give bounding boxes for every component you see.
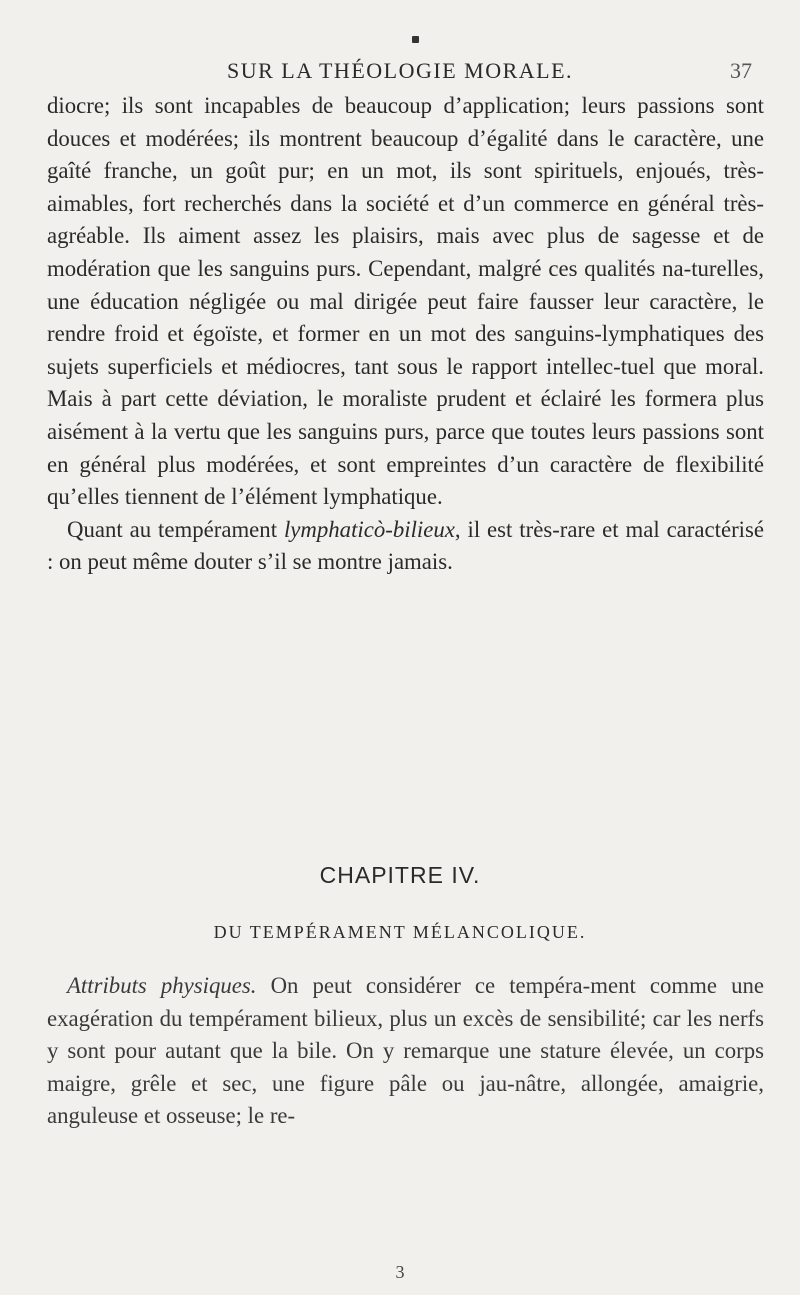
chapter-title: CHAPITRE IV. xyxy=(319,862,481,888)
paragraph-lymphatico-bilieux xyxy=(47,514,764,579)
ink-dot xyxy=(412,36,419,43)
italic-term: lymphaticò-bilieux xyxy=(283,516,455,542)
italic-heading: Attributs physiques. xyxy=(67,973,257,998)
paragraph-attributs xyxy=(47,970,764,1133)
paragraph-text: On peut considérer ce tempéra-ment comme une exagération du tempérament bilieux, plus un excès de sensibilité; car les nerfs y sont pour autant que la bile. On y remarque une stature élevée, un corps maigre, grêle et sec, une figure pâle ou jau-nâtre, allongée, amaigrie, anguleuse et osseuse; le re- xyxy=(47,973,765,1129)
paragraph-continued: diocre; ils sont incapables de beaucoup d’application; leurs passions sont douces et modérées; ils montrent beaucoup d’égalité dans le caractère, une gaîté franche, un goût pur; en un mot, ils sont spirituels, enjoués, très-aimables, fort recherchés dans la société et d’un commerce en général très-agréable. Ils aiment assez les plaisirs, mais avec plus de sagesse et de modération que les sanguins purs. Cependant, malgré ces qualités na-turelles, une éducation négligée ou mal dirigée peut faire fausser leur caractère, le rendre froid et égoïste, et former en un mot des sanguins-lymphatiques des sujets superficiels et médiocres, tant sous le rapport intellec-tuel que moral. Mais à part cette déviation, le moraliste prudent et éclairé les formera plus aisément à la vertu que les sanguins purs, parce que toutes leurs passions sont en général plus modérées, et sont empreintes d’un caractère de flexibilité qu’elles tiennent de l’élément lymphatique. xyxy=(47,93,764,510)
running-title: SUR LA THÉOLOGIE MORALE. xyxy=(226,58,574,83)
paragraph-text: Quant au tempérament xyxy=(67,516,284,542)
paragraph-text: , il est très-rare et mal caractérisé : on peut même douter s’il se montre jamais. xyxy=(47,516,764,575)
chapter-body xyxy=(47,970,764,1133)
body-text xyxy=(47,90,764,579)
chapter-subtitle: DU TEMPÉRAMENT MÉLANCOLIQUE. xyxy=(213,922,587,942)
page-header xyxy=(0,58,800,88)
signature-mark: 3 xyxy=(395,1262,405,1282)
page-number: 37 xyxy=(730,58,752,83)
